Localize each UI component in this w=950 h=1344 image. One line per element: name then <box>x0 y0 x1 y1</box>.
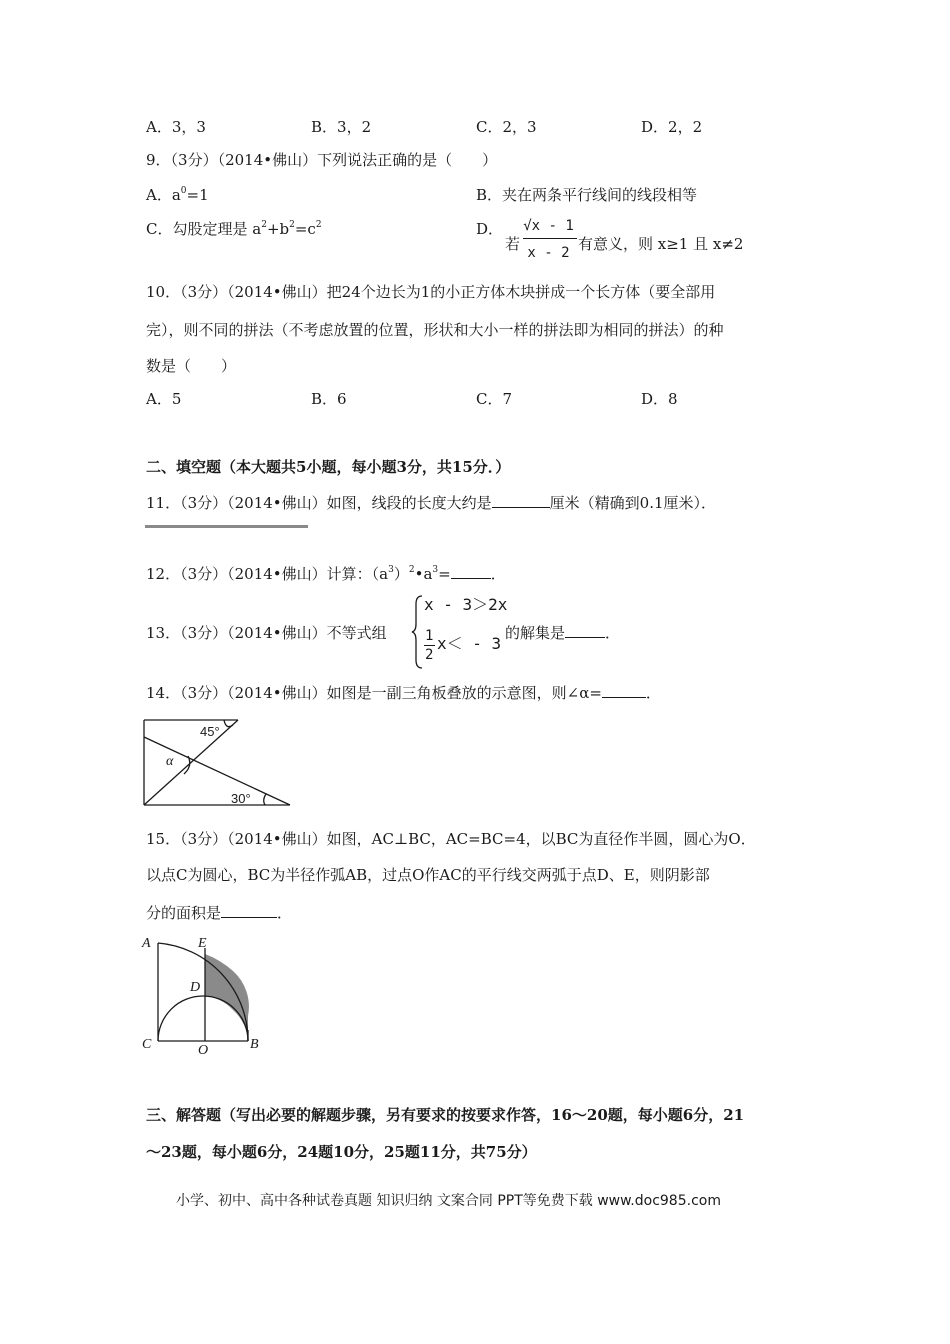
q13-answer-blank <box>565 623 605 638</box>
section3-heading-line1: 三、解答题（写出必要的解题步骤，另有要求的按要求作答，16～20题，每小题6分，21 <box>146 1106 745 1124</box>
q15-label-e: E <box>198 936 207 951</box>
q8-option-b: B．3，2 <box>311 118 372 136</box>
q15-answer-blank <box>221 903 277 918</box>
q13-pre: 13．（3分）（2014•佛山）不等式组 <box>146 624 387 642</box>
q15-label-c: C <box>142 1037 152 1052</box>
q15-label-d: D <box>190 980 201 995</box>
q10-option-d: D．8 <box>641 390 678 408</box>
q9-fraction-numerator: √x - 1 <box>523 218 574 234</box>
q8-option-a: A．3，3 <box>146 118 206 136</box>
q11-line-segment <box>145 525 308 528</box>
q13-frac-den: 2 <box>425 647 434 663</box>
q9-option-d-pre: 若 <box>505 235 521 253</box>
q13-frac-bar <box>424 645 435 646</box>
q15-label-o: O <box>198 1043 209 1058</box>
q13-brace <box>410 594 424 670</box>
q14-label-alpha: α <box>166 754 174 769</box>
q13-post: 的解集是 ． <box>505 624 621 642</box>
q14-answer-blank <box>602 683 646 698</box>
q9-option-d-post: 有意义，则 x≥1 且 x≠2 <box>578 235 744 253</box>
q14-label-30: 30° <box>231 791 251 806</box>
q12-text: 12．（3分）（2014•佛山）计算：$(a^3)^2•a^3=$ ． <box>146 565 506 583</box>
q9-stem: 9．（3分）（2014•佛山）下列说法正确的是（ ） <box>146 151 498 169</box>
q15-circle-figure <box>138 930 268 1058</box>
q14-triangle-figure <box>140 716 296 812</box>
q9-fraction-denominator: x - 2 <box>527 245 570 261</box>
q15-label-a: A <box>142 936 151 951</box>
q10-option-b: B．6 <box>311 390 347 408</box>
q15-label-b: B <box>250 1037 259 1052</box>
q9-fraction-bar <box>523 238 577 239</box>
q11-answer-blank <box>492 493 550 508</box>
q8-option-d: D．2，2 <box>641 118 703 136</box>
q14-text: 14．（3分）（2014•佛山）如图是一副三角板叠放的示意图，则∠α= ． <box>146 684 661 702</box>
q13-frac-num: 1 <box>425 628 434 644</box>
section3-heading-line2: ～23题，每小题6分，24题10分，25题11分，共75分） <box>146 1143 537 1161</box>
q13-inequality-1: x - 3＞2x <box>424 595 508 614</box>
footer-ad: 小学、初中、高中各种试卷真题 知识归纳 文案合同 PPT等免费下载 www.doc985.com <box>176 1193 721 1209</box>
q11-text: 11．（3分）（2014•佛山）如图，线段的长度大约是 厘米（精确到0.1厘米）． <box>146 494 717 512</box>
q14-label-45: 45° <box>200 724 220 739</box>
q15-line3: 分的面积是 ． <box>146 904 293 922</box>
q12-answer-blank <box>451 564 491 579</box>
q10-option-a: A．5 <box>146 390 182 408</box>
q8-option-c: C．2，3 <box>476 118 537 136</box>
q15-line2: 以点C为圆心，BC为半径作弧AB，过点O作AC的平行线交两弧于点D、E，则阴影部 <box>146 866 710 884</box>
q10-option-c: C．7 <box>476 390 513 408</box>
section2-heading: 二、填空题（本大题共5小题，每小题3分，共15分．） <box>146 458 511 476</box>
q10-line3: 数是（ ） <box>146 357 237 375</box>
q9-option-b: B．夹在两条平行线间的线段相等 <box>476 186 698 204</box>
q9-option-c: C．勾股定理是 $a^2+b^2=c^2$ <box>146 220 322 238</box>
q9-option-a: A．$a^0=1$ <box>146 186 209 204</box>
q13-inequality-2: x＜ - 3 <box>437 634 502 653</box>
q10-line2: 完），则不同的拼法（不考虑放置的位置，形状和大小一样的拼法即为相同的拼法）的种 <box>146 321 724 339</box>
q15-line1: 15．（3分）（2014•佛山）如图，AC⊥BC，AC=BC=4，以BC为直径作半圆，圆心为O． <box>146 830 756 848</box>
q9-option-d-label: D． <box>476 220 504 238</box>
q10-line1: 10．（3分）（2014•佛山）把24个边长为1的小正方体木块拼成一个长方体（要全部用 <box>146 283 716 301</box>
